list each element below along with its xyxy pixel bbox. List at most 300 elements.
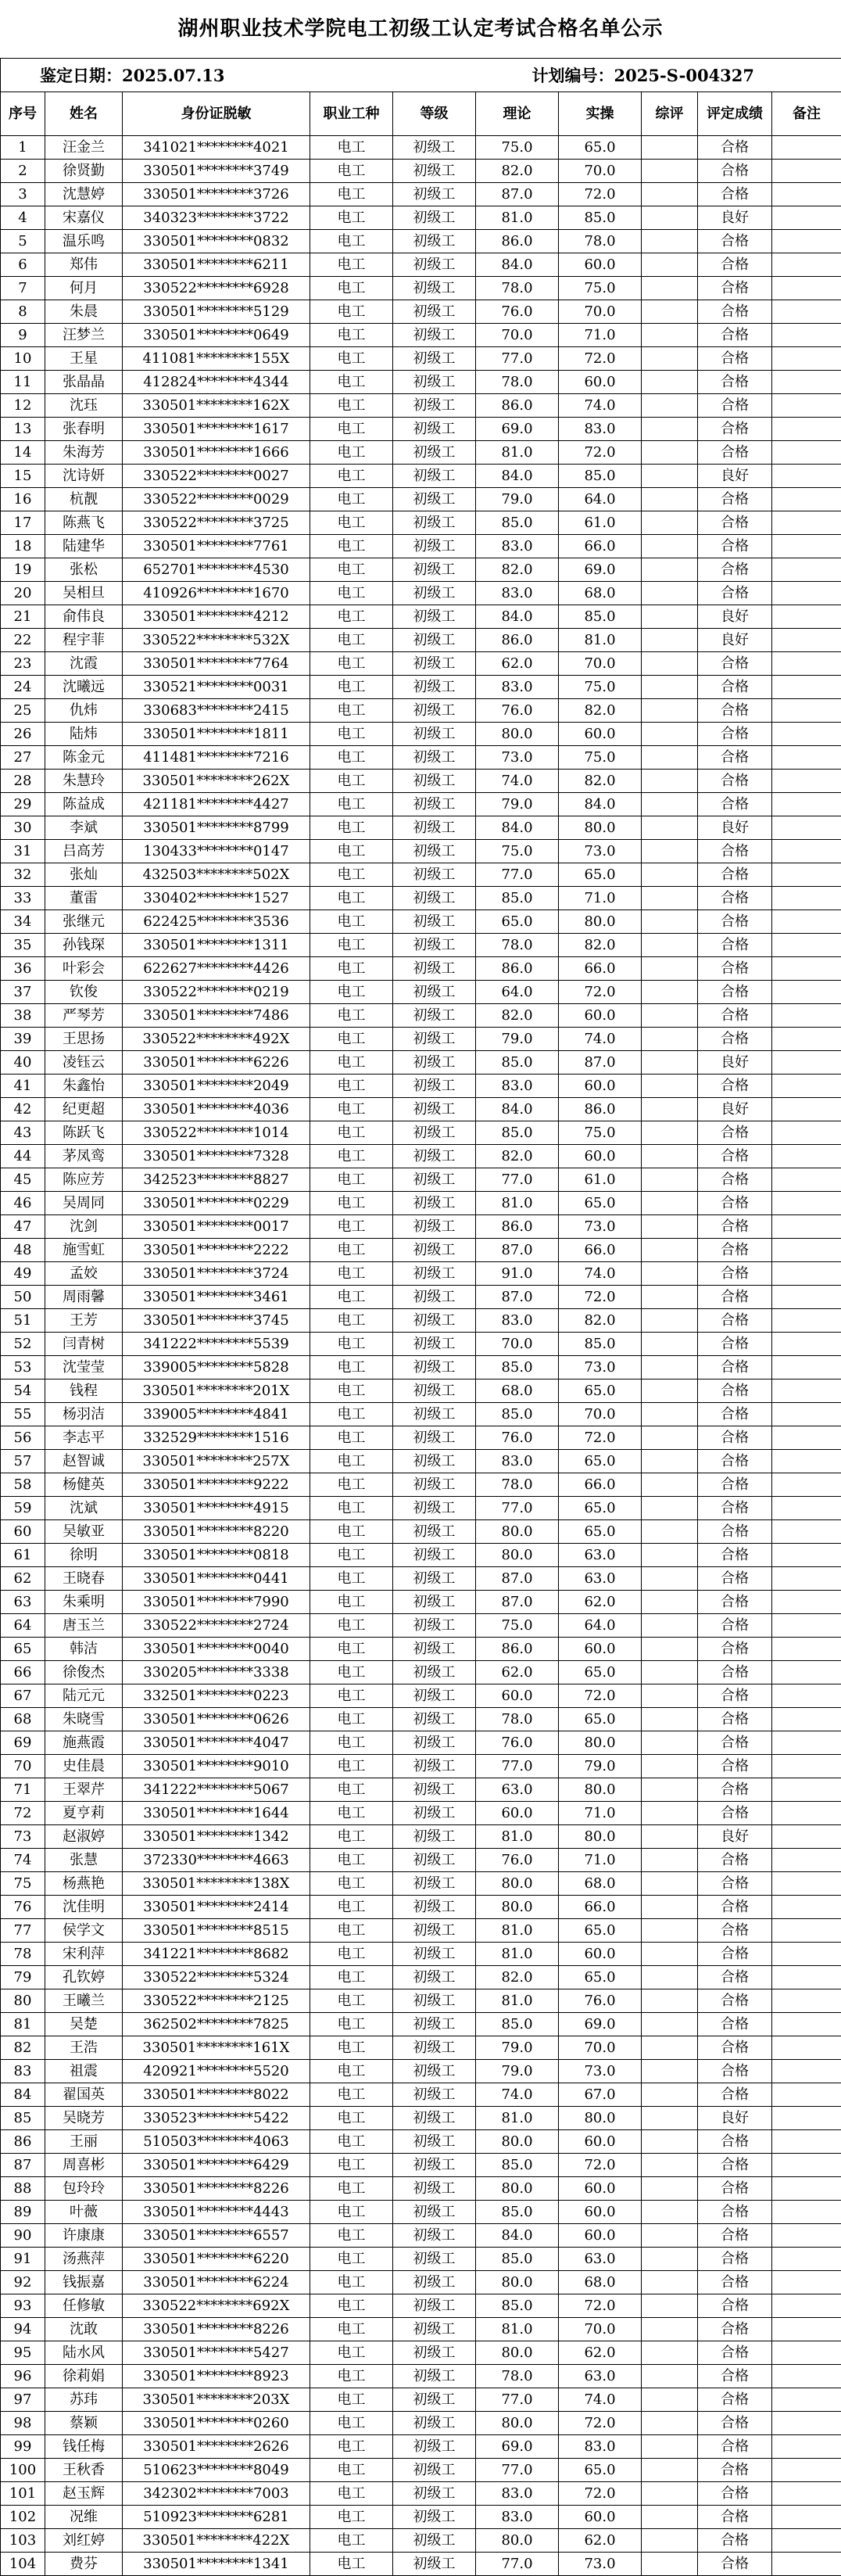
cell-index: 67 xyxy=(1,1684,45,1708)
cell-practical: 60.0 xyxy=(559,2177,642,2201)
cell-index: 4 xyxy=(1,206,45,230)
cell-id-number: 330501********2414 xyxy=(123,1896,310,1919)
cell-index: 21 xyxy=(1,605,45,629)
cell-name: 徐明 xyxy=(45,1544,123,1567)
cell-level: 初级工 xyxy=(393,1426,476,1450)
cell-occupation: 电工 xyxy=(310,558,393,582)
cell-index: 33 xyxy=(1,887,45,910)
cell-occupation: 电工 xyxy=(310,1075,393,1098)
table-row xyxy=(1,1075,841,1098)
cell-overall xyxy=(642,676,698,699)
cell-theory: 85.0 xyxy=(476,1356,559,1379)
table-row xyxy=(1,1051,841,1075)
cell-occupation: 电工 xyxy=(310,1262,393,1286)
cell-occupation: 电工 xyxy=(310,1333,393,1356)
cell-overall xyxy=(642,1567,698,1591)
cell-result: 合格 xyxy=(698,511,772,535)
cell-overall xyxy=(642,1473,698,1497)
cell-remarks xyxy=(772,1919,841,1943)
table-row xyxy=(1,1473,841,1497)
cell-practical: 70.0 xyxy=(559,652,642,676)
cell-level: 初级工 xyxy=(393,676,476,699)
cell-remarks xyxy=(772,1614,841,1638)
cell-id-number: 330501********6211 xyxy=(123,253,310,277)
cell-index: 14 xyxy=(1,441,45,465)
cell-theory: 78.0 xyxy=(476,2365,559,2388)
cell-index: 58 xyxy=(1,1473,45,1497)
cell-result: 合格 xyxy=(698,1356,772,1379)
cell-theory: 85.0 xyxy=(476,2154,559,2177)
cell-id-number: 330501********138X xyxy=(123,1872,310,1896)
cell-id-number: 412824********4344 xyxy=(123,371,310,394)
cell-name: 沈曦远 xyxy=(45,676,123,699)
cell-occupation: 电工 xyxy=(310,2224,393,2248)
cell-level: 初级工 xyxy=(393,1379,476,1403)
cell-overall xyxy=(642,770,698,793)
cell-level: 初级工 xyxy=(393,535,476,558)
cell-id-number: 330501********162X xyxy=(123,394,310,418)
cell-theory: 85.0 xyxy=(476,887,559,910)
cell-index: 100 xyxy=(1,2459,45,2482)
cell-index: 75 xyxy=(1,1872,45,1896)
table-row xyxy=(1,1450,841,1473)
cell-level: 初级工 xyxy=(393,2294,476,2318)
cell-theory: 81.0 xyxy=(476,1825,559,1849)
cell-overall xyxy=(642,629,698,652)
cell-name: 韩洁 xyxy=(45,1638,123,1661)
cell-result: 良好 xyxy=(698,2107,772,2130)
cell-level: 初级工 xyxy=(393,1168,476,1192)
cell-level: 初级工 xyxy=(393,1403,476,1426)
cell-remarks xyxy=(772,2107,841,2130)
cell-index: 20 xyxy=(1,582,45,605)
cell-overall xyxy=(642,1286,698,1309)
cell-name: 张慧 xyxy=(45,1849,123,1872)
cell-name: 王思扬 xyxy=(45,1028,123,1051)
cell-result: 合格 xyxy=(698,1215,772,1239)
table-row xyxy=(1,253,841,277)
cell-remarks xyxy=(772,2154,841,2177)
cell-occupation: 电工 xyxy=(310,1192,393,1215)
cell-occupation: 电工 xyxy=(310,441,393,465)
cell-result: 合格 xyxy=(698,1966,772,1989)
cell-occupation: 电工 xyxy=(310,465,393,488)
cell-id-number: 330501********1644 xyxy=(123,1802,310,1825)
cell-index: 3 xyxy=(1,183,45,206)
cell-level: 初级工 xyxy=(393,441,476,465)
table-row xyxy=(1,2388,841,2412)
cell-practical: 62.0 xyxy=(559,2341,642,2365)
cell-id-number: 341222********5067 xyxy=(123,1778,310,1802)
cell-index: 50 xyxy=(1,1286,45,1309)
cell-practical: 65.0 xyxy=(559,2459,642,2482)
cell-theory: 81.0 xyxy=(476,2107,559,2130)
cell-overall xyxy=(642,1520,698,1544)
cell-theory: 76.0 xyxy=(476,1426,559,1450)
cell-theory: 85.0 xyxy=(476,1051,559,1075)
cell-practical: 72.0 xyxy=(559,183,642,206)
cell-occupation: 电工 xyxy=(310,582,393,605)
table-row xyxy=(1,723,841,746)
cell-occupation: 电工 xyxy=(310,277,393,300)
cell-overall xyxy=(642,816,698,840)
cell-remarks xyxy=(772,371,841,394)
table-row xyxy=(1,1849,841,1872)
cell-theory: 80.0 xyxy=(476,2341,559,2365)
header-occupation: 职业工种 xyxy=(310,92,393,136)
cell-name: 王翠芹 xyxy=(45,1778,123,1802)
cell-occupation: 电工 xyxy=(310,2412,393,2435)
table-row xyxy=(1,1333,841,1356)
cell-result: 合格 xyxy=(698,1121,772,1145)
cell-theory: 74.0 xyxy=(476,770,559,793)
cell-occupation: 电工 xyxy=(310,1567,393,1591)
cell-theory: 84.0 xyxy=(476,253,559,277)
cell-remarks xyxy=(772,488,841,511)
cell-name: 钱任梅 xyxy=(45,2435,123,2459)
cell-theory: 85.0 xyxy=(476,2294,559,2318)
cell-index: 79 xyxy=(1,1966,45,1989)
cell-remarks xyxy=(772,1872,841,1896)
cell-occupation: 电工 xyxy=(310,1661,393,1684)
cell-index: 83 xyxy=(1,2060,45,2083)
cell-level: 初级工 xyxy=(393,2013,476,2036)
cell-theory: 75.0 xyxy=(476,136,559,160)
cell-id-number: 330501********0260 xyxy=(123,2412,310,2435)
cell-index: 61 xyxy=(1,1544,45,1567)
cell-occupation: 电工 xyxy=(310,981,393,1004)
cell-index: 44 xyxy=(1,1145,45,1168)
cell-result: 合格 xyxy=(698,2083,772,2107)
cell-practical: 74.0 xyxy=(559,1028,642,1051)
cell-index: 43 xyxy=(1,1121,45,1145)
cell-id-number: 330501********7764 xyxy=(123,652,310,676)
cell-index: 29 xyxy=(1,793,45,816)
cell-id-number: 420921********5520 xyxy=(123,2060,310,2083)
cell-overall xyxy=(642,1121,698,1145)
cell-index: 52 xyxy=(1,1333,45,1356)
cell-id-number: 330522********0027 xyxy=(123,465,310,488)
cell-remarks xyxy=(772,1262,841,1286)
cell-name: 汪金兰 xyxy=(45,136,123,160)
cell-practical: 80.0 xyxy=(559,2107,642,2130)
cell-occupation: 电工 xyxy=(310,1004,393,1028)
cell-overall xyxy=(642,605,698,629)
cell-occupation: 电工 xyxy=(310,2271,393,2294)
cell-index: 96 xyxy=(1,2365,45,2388)
cell-occupation: 电工 xyxy=(310,1825,393,1849)
cell-theory: 85.0 xyxy=(476,1403,559,1426)
cell-index: 2 xyxy=(1,160,45,183)
cell-occupation: 电工 xyxy=(310,1591,393,1614)
cell-name: 叶薇 xyxy=(45,2201,123,2224)
cell-id-number: 411081********155X xyxy=(123,347,310,371)
cell-level: 初级工 xyxy=(393,1731,476,1755)
cell-practical: 85.0 xyxy=(559,1333,642,1356)
cell-overall xyxy=(642,1778,698,1802)
cell-name: 徐莉娟 xyxy=(45,2365,123,2388)
cell-practical: 79.0 xyxy=(559,1755,642,1778)
cell-name: 吴周同 xyxy=(45,1192,123,1215)
cell-theory: 83.0 xyxy=(476,676,559,699)
cell-remarks xyxy=(772,2341,841,2365)
cell-overall xyxy=(642,1450,698,1473)
table-row xyxy=(1,1239,841,1262)
cell-occupation: 电工 xyxy=(310,2130,393,2154)
cell-practical: 85.0 xyxy=(559,206,642,230)
cell-theory: 78.0 xyxy=(476,371,559,394)
cell-level: 初级工 xyxy=(393,1755,476,1778)
cell-id-number: 330501********0649 xyxy=(123,324,310,347)
cell-result: 合格 xyxy=(698,1192,772,1215)
exam-date: 鉴定日期：2025.07.13 xyxy=(1,59,393,92)
cell-theory: 80.0 xyxy=(476,2177,559,2201)
cell-theory: 82.0 xyxy=(476,1966,559,1989)
cell-index: 32 xyxy=(1,863,45,887)
table-row xyxy=(1,535,841,558)
cell-result: 合格 xyxy=(698,1450,772,1473)
cell-theory: 77.0 xyxy=(476,1497,559,1520)
cell-theory: 76.0 xyxy=(476,1849,559,1872)
cell-overall xyxy=(642,1309,698,1333)
cell-index: 19 xyxy=(1,558,45,582)
cell-theory: 81.0 xyxy=(476,1943,559,1966)
cell-id-number: 330205********3338 xyxy=(123,1661,310,1684)
table-row xyxy=(1,2083,841,2107)
cell-index: 55 xyxy=(1,1403,45,1426)
cell-overall xyxy=(642,253,698,277)
cell-result: 合格 xyxy=(698,1004,772,1028)
cell-practical: 73.0 xyxy=(559,840,642,863)
cell-index: 53 xyxy=(1,1356,45,1379)
cell-practical: 72.0 xyxy=(559,1426,642,1450)
table-row xyxy=(1,1896,841,1919)
cell-index: 36 xyxy=(1,957,45,981)
cell-id-number: 339005********5828 xyxy=(123,1356,310,1379)
cell-result: 良好 xyxy=(698,465,772,488)
cell-practical: 66.0 xyxy=(559,1239,642,1262)
cell-remarks xyxy=(772,2201,841,2224)
page-title: 湖州职业技术学院电工初级工认定考试合格名单公示 xyxy=(0,0,841,58)
cell-occupation: 电工 xyxy=(310,1755,393,1778)
cell-remarks xyxy=(772,1379,841,1403)
meta-row xyxy=(1,59,841,92)
cell-id-number: 330501********1311 xyxy=(123,934,310,957)
cell-name: 纪更超 xyxy=(45,1098,123,1121)
cell-level: 初级工 xyxy=(393,136,476,160)
cell-practical: 66.0 xyxy=(559,957,642,981)
cell-remarks xyxy=(772,1778,841,1802)
cell-practical: 72.0 xyxy=(559,2154,642,2177)
table-row xyxy=(1,394,841,418)
cell-id-number: 330501********8923 xyxy=(123,2365,310,2388)
cell-id-number: 332501********0223 xyxy=(123,1684,310,1708)
cell-name: 钱振嘉 xyxy=(45,2271,123,2294)
cell-id-number: 330501********7486 xyxy=(123,1004,310,1028)
cell-occupation: 电工 xyxy=(310,863,393,887)
cell-overall xyxy=(642,652,698,676)
cell-level: 初级工 xyxy=(393,910,476,934)
cell-level: 初级工 xyxy=(393,1028,476,1051)
cell-overall xyxy=(642,2529,698,2553)
cell-level: 初级工 xyxy=(393,1872,476,1896)
cell-id-number: 410926********1670 xyxy=(123,582,310,605)
cell-name: 陆炜 xyxy=(45,723,123,746)
table-row xyxy=(1,1614,841,1638)
cell-remarks xyxy=(772,676,841,699)
cell-result: 合格 xyxy=(698,582,772,605)
cell-name: 吴敏亚 xyxy=(45,1520,123,1544)
cell-theory: 83.0 xyxy=(476,2506,559,2529)
cell-remarks xyxy=(772,582,841,605)
cell-result: 合格 xyxy=(698,1943,772,1966)
cell-theory: 81.0 xyxy=(476,441,559,465)
cell-id-number: 330501********6429 xyxy=(123,2154,310,2177)
cell-remarks xyxy=(772,2412,841,2435)
cell-index: 9 xyxy=(1,324,45,347)
cell-name: 沈珏 xyxy=(45,394,123,418)
cell-remarks xyxy=(772,2083,841,2107)
cell-overall xyxy=(642,1919,698,1943)
table-row xyxy=(1,418,841,441)
cell-overall xyxy=(642,1098,698,1121)
cell-level: 初级工 xyxy=(393,1098,476,1121)
cell-occupation: 电工 xyxy=(310,230,393,253)
cell-occupation: 电工 xyxy=(310,1989,393,2013)
cell-theory: 81.0 xyxy=(476,1989,559,2013)
cell-result: 合格 xyxy=(698,770,772,793)
cell-remarks xyxy=(772,957,841,981)
cell-practical: 64.0 xyxy=(559,488,642,511)
cell-index: 35 xyxy=(1,934,45,957)
cell-index: 104 xyxy=(1,2553,45,2576)
cell-practical: 74.0 xyxy=(559,394,642,418)
cell-occupation: 电工 xyxy=(310,1684,393,1708)
cell-practical: 67.0 xyxy=(559,2083,642,2107)
cell-occupation: 电工 xyxy=(310,1544,393,1567)
cell-remarks xyxy=(772,2224,841,2248)
cell-result: 合格 xyxy=(698,1989,772,2013)
cell-occupation: 电工 xyxy=(310,324,393,347)
header-overall: 综评 xyxy=(642,92,698,136)
cell-remarks xyxy=(772,1098,841,1121)
cell-index: 5 xyxy=(1,230,45,253)
cell-index: 72 xyxy=(1,1802,45,1825)
cell-practical: 66.0 xyxy=(559,1473,642,1497)
cell-remarks xyxy=(772,1544,841,1567)
cell-remarks xyxy=(772,816,841,840)
cell-name: 施燕霞 xyxy=(45,1731,123,1755)
cell-remarks xyxy=(772,629,841,652)
cell-remarks xyxy=(772,723,841,746)
cell-index: 71 xyxy=(1,1778,45,1802)
cell-index: 90 xyxy=(1,2224,45,2248)
cell-name: 孟姣 xyxy=(45,1262,123,1286)
table-row xyxy=(1,511,841,535)
cell-overall xyxy=(642,2271,698,2294)
cell-name: 沈佳明 xyxy=(45,1896,123,1919)
cell-occupation: 电工 xyxy=(310,2107,393,2130)
cell-name: 况维 xyxy=(45,2506,123,2529)
cell-level: 初级工 xyxy=(393,816,476,840)
cell-practical: 65.0 xyxy=(559,863,642,887)
cell-index: 18 xyxy=(1,535,45,558)
cell-theory: 62.0 xyxy=(476,652,559,676)
cell-id-number: 330501********0441 xyxy=(123,1567,310,1591)
cell-id-number: 330501********4212 xyxy=(123,605,310,629)
table-row xyxy=(1,1286,841,1309)
cell-overall xyxy=(642,1075,698,1098)
cell-level: 初级工 xyxy=(393,840,476,863)
cell-name: 杨健英 xyxy=(45,1473,123,1497)
cell-practical: 75.0 xyxy=(559,676,642,699)
cell-index: 40 xyxy=(1,1051,45,1075)
cell-theory: 64.0 xyxy=(476,981,559,1004)
cell-overall xyxy=(642,1215,698,1239)
cell-id-number: 330683********2415 xyxy=(123,699,310,723)
cell-level: 初级工 xyxy=(393,488,476,511)
cell-practical: 82.0 xyxy=(559,1309,642,1333)
cell-id-number: 330501********8022 xyxy=(123,2083,310,2107)
table-row xyxy=(1,770,841,793)
cell-practical: 63.0 xyxy=(559,2365,642,2388)
cell-occupation: 电工 xyxy=(310,1098,393,1121)
cell-theory: 83.0 xyxy=(476,582,559,605)
cell-level: 初级工 xyxy=(393,2060,476,2083)
cell-level: 初级工 xyxy=(393,300,476,324)
cell-result: 合格 xyxy=(698,1614,772,1638)
cell-practical: 72.0 xyxy=(559,2294,642,2318)
cell-overall xyxy=(642,1896,698,1919)
table-row xyxy=(1,1638,841,1661)
cell-name: 王星 xyxy=(45,347,123,371)
cell-remarks xyxy=(772,1051,841,1075)
cell-level: 初级工 xyxy=(393,2341,476,2365)
cell-id-number: 330501********6224 xyxy=(123,2271,310,2294)
cell-remarks xyxy=(772,793,841,816)
cell-level: 初级工 xyxy=(393,1966,476,1989)
cell-level: 初级工 xyxy=(393,2365,476,2388)
table-row xyxy=(1,206,841,230)
cell-theory: 77.0 xyxy=(476,1168,559,1192)
cell-level: 初级工 xyxy=(393,347,476,371)
cell-id-number: 330522********1014 xyxy=(123,1121,310,1145)
cell-overall xyxy=(642,300,698,324)
cell-practical: 66.0 xyxy=(559,1896,642,1919)
cell-overall xyxy=(642,1708,698,1731)
cell-theory: 85.0 xyxy=(476,2013,559,2036)
cell-level: 初级工 xyxy=(393,1802,476,1825)
cell-theory: 78.0 xyxy=(476,934,559,957)
table-row xyxy=(1,1567,841,1591)
cell-remarks xyxy=(772,2459,841,2482)
cell-result: 合格 xyxy=(698,981,772,1004)
cell-id-number: 342302********7003 xyxy=(123,2482,310,2506)
cell-theory: 83.0 xyxy=(476,535,559,558)
cell-remarks xyxy=(772,1989,841,2013)
cell-theory: 86.0 xyxy=(476,1638,559,1661)
cell-practical: 61.0 xyxy=(559,511,642,535)
cell-practical: 78.0 xyxy=(559,230,642,253)
cell-index: 92 xyxy=(1,2271,45,2294)
cell-index: 60 xyxy=(1,1520,45,1544)
cell-level: 初级工 xyxy=(393,1051,476,1075)
table-row xyxy=(1,1004,841,1028)
cell-index: 51 xyxy=(1,1309,45,1333)
cell-occupation: 电工 xyxy=(310,2529,393,2553)
cell-index: 87 xyxy=(1,2154,45,2177)
cell-theory: 84.0 xyxy=(476,1098,559,1121)
